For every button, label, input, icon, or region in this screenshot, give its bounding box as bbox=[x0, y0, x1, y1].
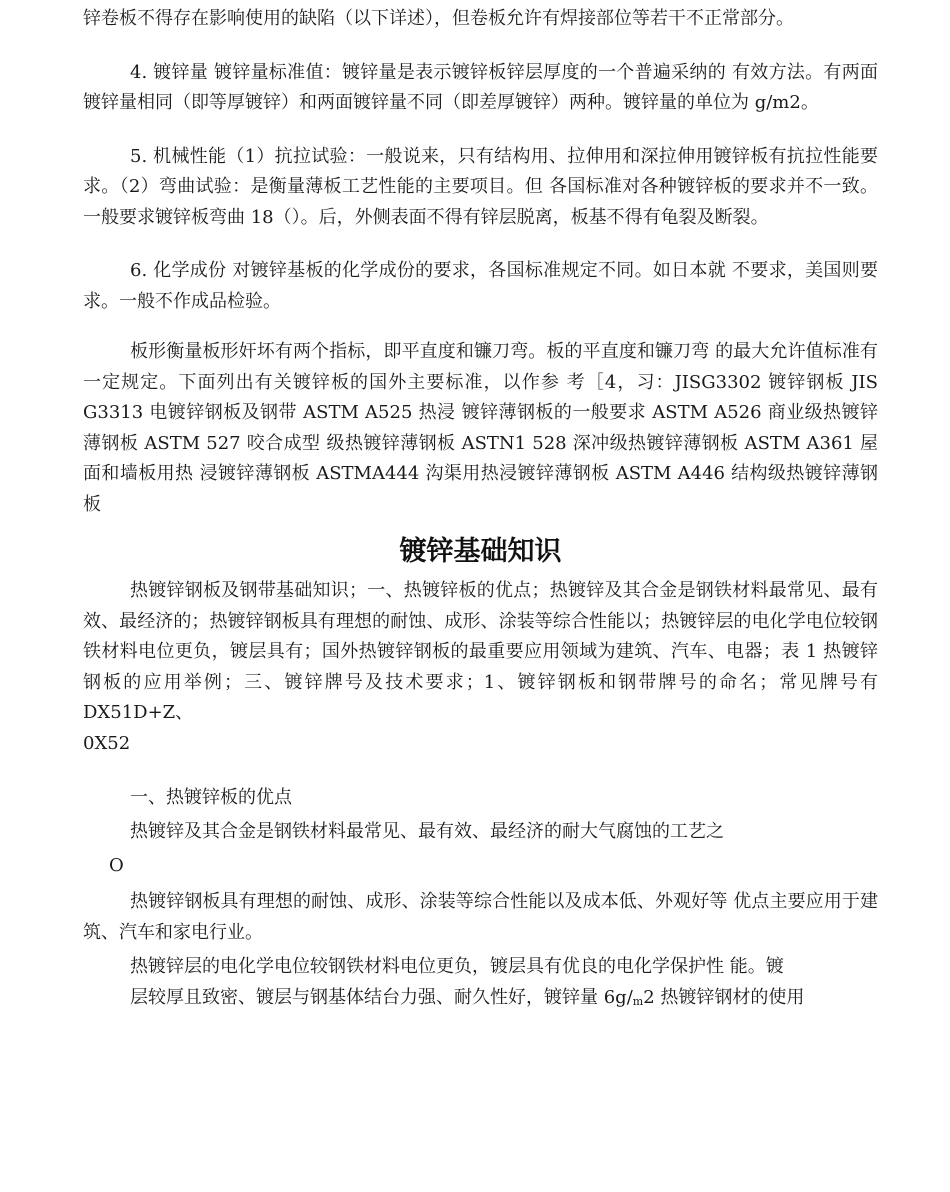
section-title: 镀锌基础知识 bbox=[399, 536, 562, 567]
paragraph-advantage-1: 热镀锌及其合金是钢铁材料最常见、最有效、最经济的耐大气腐蚀的工艺之 bbox=[130, 821, 724, 842]
sub-heading-advantages: 一、热镀锌板的优点 bbox=[130, 787, 292, 808]
paragraph-advantage-3-line-1: 热镀锌层的电化学电位较钢铁材料电位更负，镀层具有优良的电化学保护性 能。镀 bbox=[130, 956, 784, 977]
paragraph-advantage-1-tail: O bbox=[109, 855, 124, 876]
advantage-3-text-b: 2 热镀锌钢材的使用 bbox=[643, 986, 805, 1008]
advantage-3-text-a: 层较厚且致密、镀层与钢基体结台力强、耐久性好，镀锌量 6g/ bbox=[130, 986, 633, 1008]
paragraph-plate-shape-standards: 板形衡量板形奸坏有两个指标，即平直度和镰刀弯。板的平直度和镰刀弯 的最大允许值标准有一定规定。下面列出有关镀锌板的国外主要标准，以作参 考［4，习：JISG3302 镀锌钢板 JIS G3313 电镀锌钢板及钢带 ASTM A525 热浸 镀锌薄钢板的一般要求 ASTM A526 商业级热镀锌薄钢板 ASTM 527 咬合成型 级热镀锌薄钢板 ASTN1 528 深冲级热镀锌薄钢板 ASTM A361 屋面和墙板用热 浸镀锌薄钢板 ASTMA444 沟渠用热浸镀锌薄钢板 ASTM A446 结构级热镀锌薄钢板 bbox=[83, 341, 878, 515]
paragraph-advantage-2: 热镀锌钢板具有理想的耐蚀、成形、涂装等综合性能以及成本低、外观好等 优点主要应用于建筑、汽车和家电行业。 bbox=[83, 891, 878, 943]
paragraph-advantage-3-line-2 bbox=[83, 983, 878, 1018]
document-page bbox=[83, 4, 878, 1017]
paragraph-intro: 热镀锌钢板及钢带基础知识；一、热镀锌板的优点；热镀锌及其合金是钢铁材料最常见、最有效、最经济的；热镀锌钢板具有理想的耐蚀、成形、涂装等综合性能以；热镀锌层的电化学电位较钢铁材料电位更负，镀层具有；国外热镀锌钢板的最重要应用领域为建筑、汽车、电器；表 1 热镀锌钢板的应用举例；三、镀锌牌号及技术要求；1、镀锌钢板和钢带牌号的命名；常见牌号有 DX51D+Z、 bbox=[83, 580, 878, 723]
grade-code-line: 0X52 bbox=[83, 732, 131, 754]
advantage-3-subscript: m bbox=[632, 994, 644, 1008]
paragraph-mechanical-properties: 5. 机械性能（1）抗拉试验：一般说来，只有结构用、拉伸用和深拉伸用镀锌板有抗拉性能要求。（2）弯曲试验：是衡量薄板工艺性能的主要项目。但 各国标准对各种镀锌板的要求并不一致。一般要求镀锌板弯曲 18（）。后，外侧表面不得有锌层脱离，板基不得有龟裂及断裂。 bbox=[83, 145, 878, 228]
paragraph-zinc-coating-amount: 4. 镀锌量 镀锌量标准值：镀锌量是表示镀锌板锌层厚度的一个普遍采纳的 有效方法。有两面镀锌量相同（即等厚镀锌）和两面镀锌量不同（即差厚镀锌）两种。镀锌量的单位为 g/m2。 bbox=[83, 61, 878, 113]
paragraph-defects: 锌卷板不得存在影响使用的缺陷（以下详述），但卷板允许有焊接部位等若干不正常部分。 bbox=[83, 8, 794, 29]
paragraph-chemical-composition: 6. 化学成份 对镀锌基板的化学成份的要求，各国标准规定不同。如日本就 不要求，美国则要求。一般不作成品检验。 bbox=[83, 260, 878, 312]
